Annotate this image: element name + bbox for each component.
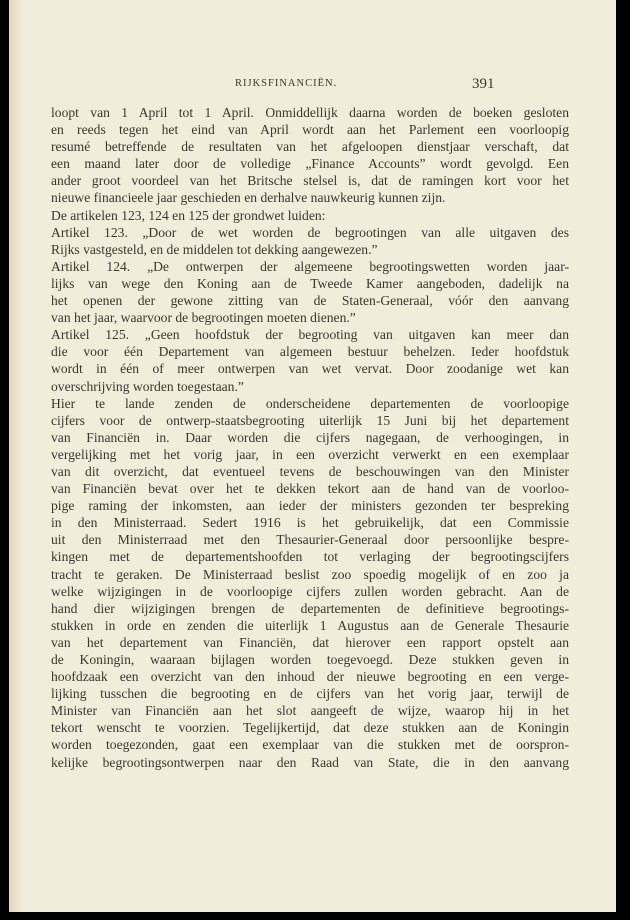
text-line: vergelijking met het vorig jaar, in een overzicht verwerkt en een exemplaar — [51, 446, 569, 462]
text-line: in den Ministerraad. Sedert 1916 is het gebruikelijk, dat een Commissie — [51, 515, 569, 531]
text-line: hoofdzaak een overzicht van den inhoud der nieuwe begrooting en een verge- — [51, 669, 569, 685]
text-line: kingen met de departementshoofden tot verlaging der begrootingscijfers — [51, 549, 569, 565]
text-line: hand dier wijzigingen brengen de departementen de definitieve begrootings- — [51, 600, 569, 616]
text-line: uit den Ministerraad met den Thesaurier-Generaal door persoonlijke bespre- — [51, 532, 569, 548]
text-line: stukken in orde en zenden die uiterlijk 1 Augustus aan de Generale Thesaurie — [51, 617, 569, 633]
text-line: de Koningin, waaraan bijlagen worden toegevoegd. Deze stukken geven in — [51, 652, 569, 667]
text-line: tracht te geraken. De Ministerraad beslist zoo spoedig mogelijk of en zoo ja — [51, 566, 569, 582]
text-line: Rijks vastgesteld, en de middelen tot dekking aangewezen.” — [51, 241, 378, 257]
body-text — [51, 104, 569, 771]
running-header — [9, 74, 616, 94]
text-line: lijks van wege den Koning aan de Tweede Kamer aangeboden, dadelijk na — [51, 275, 569, 291]
text-line: Artikel 124. „De ontwerpen der algemeene begrootingswetten worden jaar- — [51, 258, 569, 274]
text-line: die voor één Departement van algemeen bestuur behelzen. Ieder hoofdstuk — [51, 344, 569, 360]
text-line: Minister van Financiën aan het slot aangeeft de wijze, waarop hij in het — [51, 703, 569, 719]
page-number: 391 — [472, 76, 495, 92]
text-line: van het departement van Financiën, dat hierover een rapport opstelt aan — [51, 634, 569, 650]
text-line: van Financiën in. Daar worden die cijfers nagegaan, de verhoogingen, in — [51, 429, 569, 445]
text-line: lijking tusschen die begrooting en de cijfers van het vorig jaar, terwijl de — [51, 686, 569, 702]
text-line: nieuwe financieele jaar geschieden en derhalve nauwkeurig kunnen zijn. — [51, 190, 446, 206]
book-page — [9, 0, 616, 912]
page-gutter-shadow — [9, 0, 23, 912]
text-line: van het jaar, waarvoor de begrootingen moeten dienen.” — [51, 310, 356, 326]
text-line: Hier te lande zenden de onderscheidene departementen de voorloopige — [51, 395, 569, 411]
text-line: van dit overzicht, dat eventueel tevens de beschouwingen van den Minister — [51, 463, 569, 479]
text-line: ander groot voordeel van het Britsche stelsel is, dat de ramingen kort voor het — [51, 173, 569, 189]
text-line: worden toegezonden, gaat een exemplaar van die stukken met de oorspron- — [51, 737, 569, 753]
running-title: RIJKSFINANCIËN. — [235, 78, 338, 89]
text-line: wordt in één of meer ontwerpen van wet vervat. Door zoodanige wet kan — [51, 361, 569, 377]
text-line: van Financiën bevat over het te dekken tekort aan de hand van de voorloo- — [51, 481, 569, 497]
text-line: kelijke begrootingsontwerpen naar den Raad van State, die in den aanvang — [51, 754, 569, 770]
text-line: overschrijving worden toegestaan.” — [51, 378, 244, 394]
text-line: loopt van 1 April tot 1 April. Onmiddellijk daarna worden de boeken gesloten — [51, 105, 569, 120]
text-line: een maand later door de volledige „Finance Accounts” wordt gevolgd. Een — [51, 156, 569, 172]
text-line: cijfers voor de ontwerp-staatsbegrooting uiterlijk 15 Juni bij het departement — [51, 412, 569, 428]
text-line: het openen der gewone zitting van de Staten-Generaal, vóór den aanvang — [51, 293, 569, 309]
text-line: resumé betreffende de resultaten van het afgeloopen dienstjaar verschaft, dat — [51, 139, 569, 155]
text-line: tekort wenscht te voorzien. Tegelijkertijd, dat deze stukken aan de Koningin — [51, 720, 569, 736]
text-line: welke wijzigingen in de voorloopige cijfers zullen worden gebracht. Aan de — [51, 583, 569, 599]
text-line: pige raming der inkomsten, aan ieder der ministers gezonden ter bespreking — [51, 498, 569, 514]
text-line: en reeds tegen het eind van April wordt aan het Parlement een voorloopig — [51, 122, 569, 138]
text-line: De artikelen 123, 124 en 125 der grondwet luiden: — [51, 207, 326, 223]
text-line: Artikel 123. „Door de wet worden de begrootingen van alle uitgaven des — [51, 224, 569, 240]
text-line: Artikel 125. „Geen hoofdstuk der begrooting van uitgaven kan meer dan — [51, 327, 569, 343]
